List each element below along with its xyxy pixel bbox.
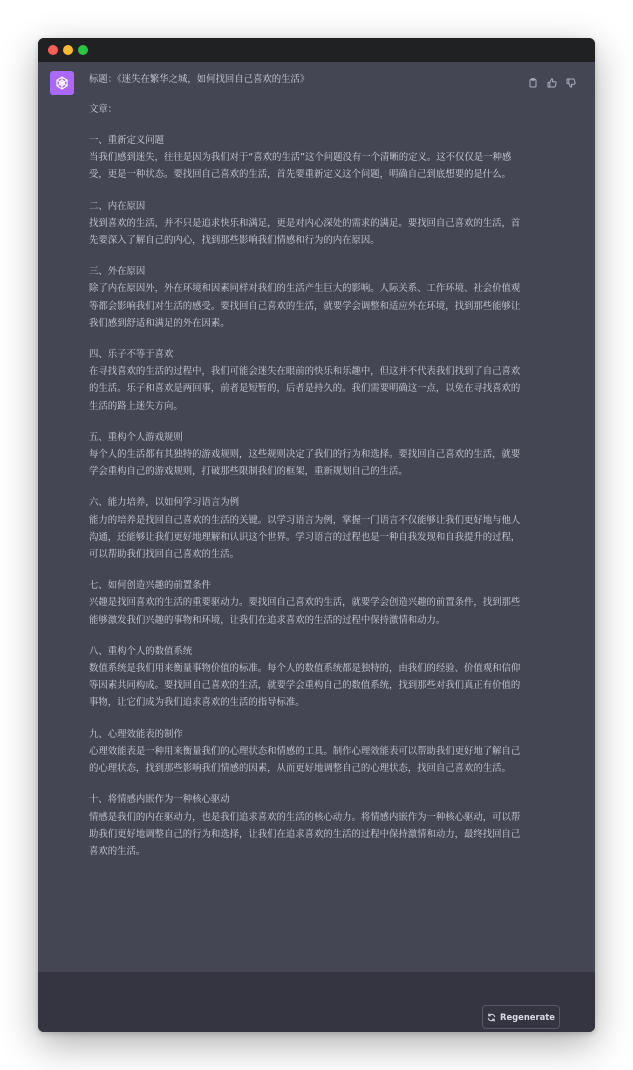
article-section bbox=[89, 198, 521, 250]
section-body: 心理效能表是一种用来衡量我们的心理状态和情感的工具。制作心理效能表可以帮助我们更好地了解自己的心理状态，找到那些影响我们情感的因素，从而更好地调整自己的心理状态，找回自己喜欢的生活。 bbox=[89, 745, 521, 775]
article-section bbox=[89, 577, 521, 629]
section-heading: 九、心理效能表的制作 bbox=[89, 728, 183, 740]
article-section bbox=[89, 346, 521, 415]
article-section bbox=[89, 132, 521, 184]
openai-logo-icon bbox=[50, 71, 74, 95]
close-window-button[interactable] bbox=[48, 45, 58, 55]
refresh-icon bbox=[487, 1013, 496, 1022]
thumbs-up-icon[interactable] bbox=[547, 73, 557, 83]
section-heading: 十、将情感内嵌作为一种核心驱动 bbox=[89, 794, 230, 806]
article-section bbox=[89, 494, 521, 563]
article-label: 文章： bbox=[89, 104, 118, 115]
section-heading: 六、能力培养，以如何学习语言为例 bbox=[89, 497, 240, 509]
message-actions bbox=[528, 73, 576, 83]
minimize-window-button[interactable] bbox=[63, 45, 73, 55]
article-section bbox=[89, 791, 521, 860]
window-titlebar bbox=[38, 38, 595, 62]
article-section bbox=[89, 726, 521, 778]
section-heading: 八、重构个人的数值系统 bbox=[89, 645, 193, 657]
section-body: 在寻找喜欢的生活的过程中，我们可能会迷失在眼前的快乐和乐趣中，但这并不代表我们找到了自己喜欢的生活。乐子和喜欢是两回事，前者是短暂的，后者是持久的。我们需要明确这一点，以免在寻找喜欢的生活的路上迷失方向。 bbox=[89, 366, 521, 412]
section-body: 找到喜欢的生活，并不只是追求快乐和满足，更是对内心深处的需求的满足。要找回自己喜欢的生活，首先要深入了解自己的内心，找到那些影响我们情感和行为的内在原因。 bbox=[89, 217, 521, 247]
article-section bbox=[89, 643, 521, 712]
section-body: 能力的培养是找回自己喜欢的生活的关键。以学习语言为例，掌握一门语言不仅能够让我们更好地与他人沟通，还能够让我们更好地理解和认识这个世界。学习语言的过程也是一种自我发现和自我提升的过程，可以帮助我们找回自己喜欢的生活。 bbox=[89, 514, 521, 561]
section-heading: 二、内在原因 bbox=[89, 200, 146, 212]
maximize-window-button[interactable] bbox=[78, 45, 88, 55]
section-body: 兴趣是找回喜欢的生活的重要驱动力。要找回自己喜欢的生活，就要学会创造兴趣的前置条件，找到那些能够激发我们兴趣的事物和环境，让我们在追求喜欢的生活的过程中保持激情和动力。 bbox=[89, 597, 521, 626]
section-body: 当我们感到迷失，往往是因为我们对于“喜欢的生活”这个问题没有一个清晰的定义。这不仅仅是一种感受，更是一种状态。要找回自己喜欢的生活，首先要重新定义这个问题，明确自己到底想要的是什么。 bbox=[89, 152, 512, 181]
section-heading: 一、重新定义问题 bbox=[89, 135, 165, 146]
section-body: 数值系统是我们用来衡量事物价值的标准。每个人的数值系统都是独特的，由我们的经验、价值观和信仰等因素共同构成。要找回自己喜欢的生活，就要学会重构自己的数值系统，找到那些对我们真正有价值的事物，让它们成为我们追求喜欢的生活的指导标准。 bbox=[89, 663, 521, 709]
copy-icon[interactable] bbox=[528, 73, 538, 83]
article-section bbox=[89, 429, 521, 481]
thumbs-down-icon[interactable] bbox=[566, 73, 576, 83]
composer-area bbox=[38, 972, 595, 1032]
section-body: 情感是我们的内在驱动力，也是我们追求喜欢的生活的核心动力。将情感内嵌作为一种核心驱动，可以帮助我们更好地调整自己的行为和选择，让我们在追求喜欢的生活的过程中保持激情和动力，最终找回自己喜欢的生活。 bbox=[89, 811, 521, 857]
section-heading: 五、重构个人游戏规则 bbox=[89, 431, 183, 443]
section-heading: 四、乐子不等于喜欢 bbox=[89, 349, 174, 361]
section-body: 除了内在原因外，外在环境和因素同样对我们的生活产生巨大的影响。人际关系、工作环境、社会价值观等都会影响我们对生活的感受。要找回自己喜欢的生活，就要学会调整和适应外在环境，找到那些能够让我们感到舒适和满足的外在因素。 bbox=[89, 283, 521, 329]
regenerate-label: Regenerate bbox=[500, 1012, 555, 1022]
section-heading: 三、外在原因 bbox=[89, 266, 146, 278]
section-body: 每个人的生活都有其独特的游戏规则，这些规则决定了我们的行为和选择。要找回自己喜欢的生活，就要学会重构自己的游戏规则，打破那些限制我们的框架，重新规划自己的生活。 bbox=[89, 449, 521, 478]
regenerate-button[interactable] bbox=[482, 1005, 560, 1029]
article-section bbox=[89, 263, 521, 332]
chat-window bbox=[38, 38, 595, 1032]
article-title: 标题：《迷失在繁华之城，如何找回自己喜欢的生活》 bbox=[89, 74, 310, 85]
section-heading: 七、如何创造兴趣的前置条件 bbox=[89, 580, 211, 592]
message-content bbox=[89, 71, 521, 860]
